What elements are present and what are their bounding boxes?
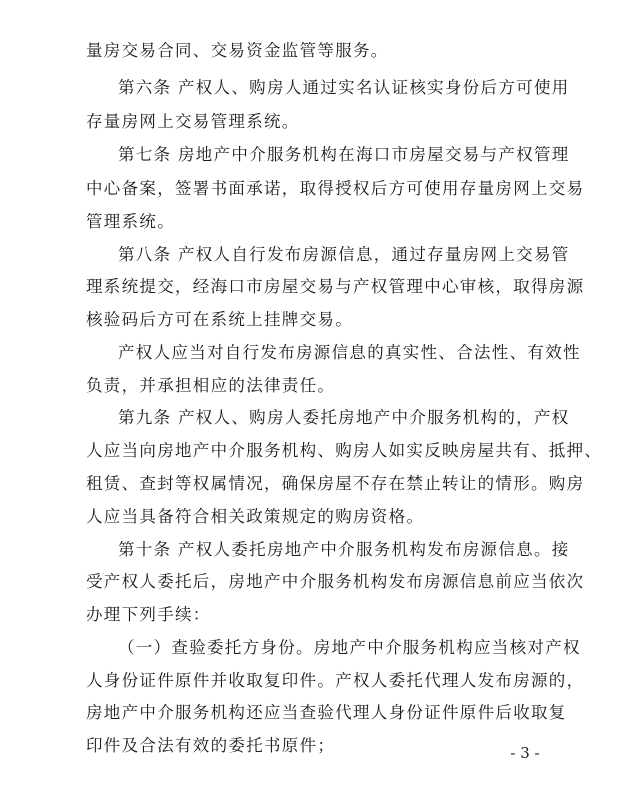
text-line: 人身份证件原件并收取复印件。产权人委托代理人发布房源的， — [86, 671, 585, 690]
text-line-article-10: 第十条 产权人委托房地产中介服务机构发布房源信息。接 — [118, 540, 570, 559]
text-line: 人应当向房地产中介服务机构、购房人如实反映房屋共有、抵押、 — [86, 441, 603, 460]
text-line: 理系统提交，经海口市房屋交易与产权管理中心审核，取得房源 — [86, 277, 585, 296]
text-line: 受产权人委托后，房地产中介服务机构发布房源信息前应当依次 — [86, 572, 585, 591]
page-number: - 3 - — [510, 744, 540, 762]
text-line: 印件及合法有效的委托书原件； — [86, 736, 336, 755]
text-line: 存量房网上交易管理系统。 — [86, 112, 300, 131]
text-line-item-1: （一）查验委托方身份。房地产中介服务机构应当核对产权 — [118, 638, 581, 657]
text-line: 核验码后方可在系统上挂牌交易。 — [86, 310, 353, 329]
text-line: 产权人应当对自行发布房源信息的真实性、合法性、有效性 — [118, 343, 581, 362]
text-line-article-9: 第九条 产权人、购房人委托房地产中介服务机构的，产权 — [118, 408, 570, 427]
text-line: 中心备案，签署书面承诺，取得授权后方可使用存量房网上交易 — [86, 179, 585, 198]
text-line: 量房交易合同、交易资金监管等服务。 — [86, 41, 389, 60]
text-line: 办理下列手续： — [86, 605, 211, 624]
text-line: 房地产中介服务机构还应当查验代理人身份证件原件后收取复 — [86, 703, 567, 722]
text-line-article-7: 第七条 房地产中介服务机构在海口市房屋交易与产权管理 — [118, 145, 570, 164]
text-line: 负责，并承担相应的法律责任。 — [86, 376, 336, 395]
text-line: 人应当具备符合相关政策规定的购房资格。 — [86, 507, 425, 526]
text-line: 管理系统。 — [86, 212, 175, 231]
text-line-article-8: 第八条 产权人自行发布房源信息，通过存量房网上交易管 — [118, 245, 570, 264]
text-line-article-6: 第六条 产权人、购房人通过实名认证核实身份后方可使用 — [118, 78, 570, 97]
text-line: 租赁、查封等权属情况，确保房屋不存在禁止转让的情形。购房 — [86, 474, 585, 493]
